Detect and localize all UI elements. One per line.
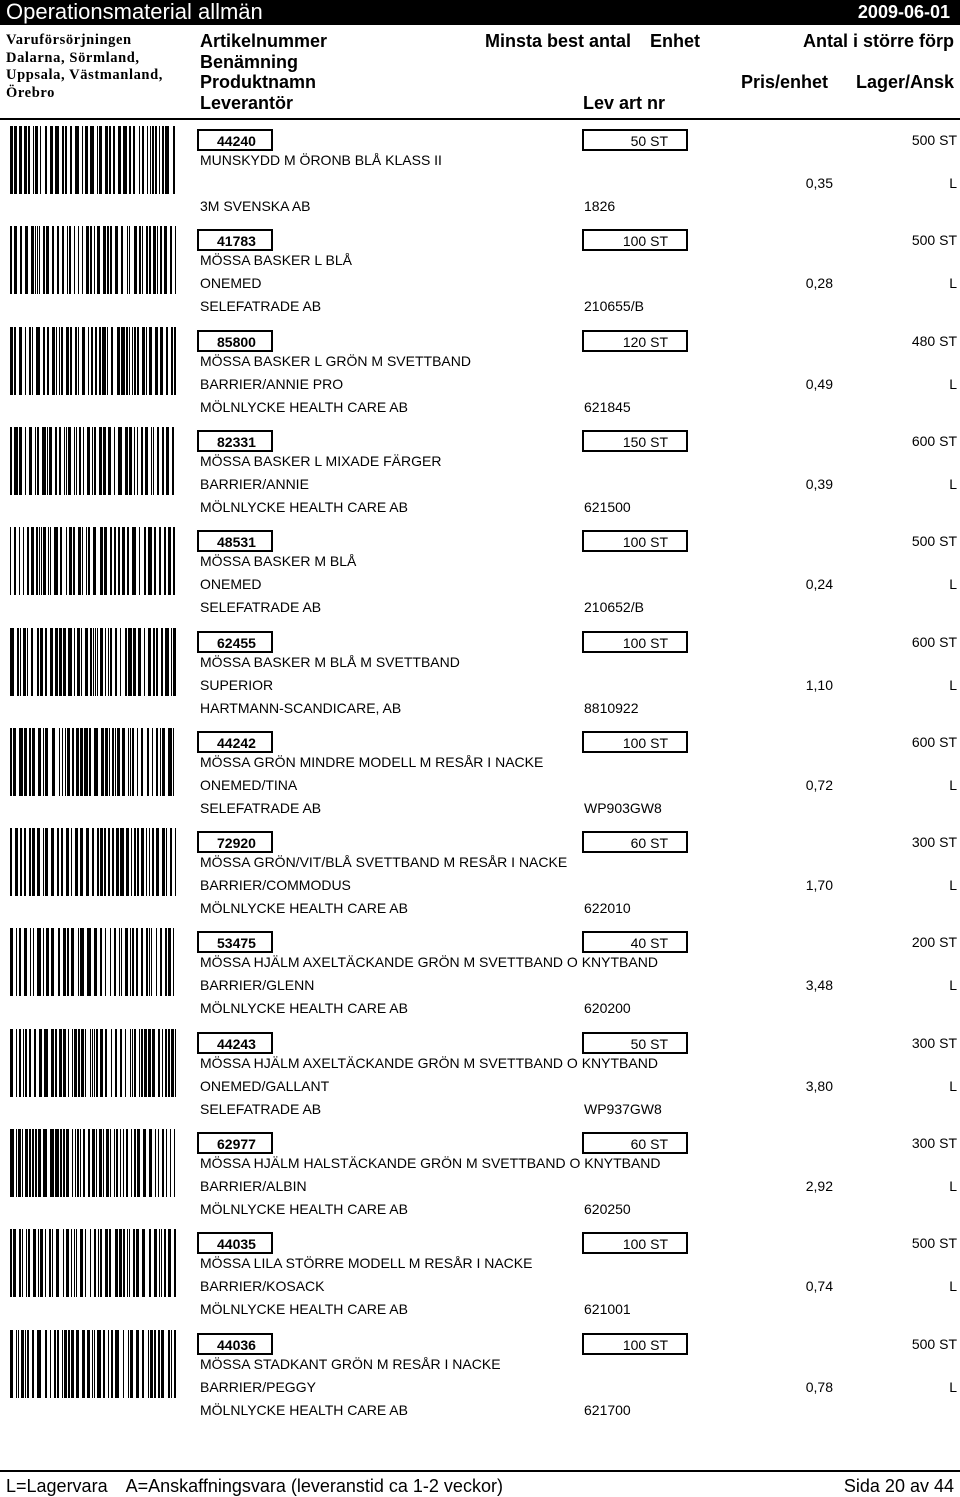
header-divider bbox=[0, 118, 960, 120]
supplier-name: SELEFATRADE AB bbox=[200, 799, 322, 816]
min-order-box bbox=[582, 1032, 688, 1054]
unit-price: 0,39 bbox=[805, 475, 833, 492]
product-row bbox=[0, 728, 960, 828]
article-number: 82331 bbox=[217, 433, 256, 450]
product-row bbox=[0, 327, 960, 427]
product-name: ONEMED/GALLANT bbox=[200, 1077, 330, 1094]
min-order-box bbox=[582, 1232, 688, 1254]
product-row bbox=[0, 928, 960, 1028]
larger-pack-quantity: 500 ST bbox=[911, 1335, 957, 1352]
barcode-image bbox=[10, 126, 176, 194]
article-number: 44036 bbox=[217, 1336, 256, 1353]
article-number-box bbox=[197, 631, 273, 653]
product-row bbox=[0, 1029, 960, 1129]
supplier-name: 3M SVENSKA AB bbox=[200, 198, 311, 214]
unit-price: 1,70 bbox=[805, 877, 833, 894]
org-line: Uppsala, Västmanland, bbox=[6, 67, 163, 83]
document-title: Operationsmaterial allmän bbox=[6, 0, 263, 24]
barcode-image bbox=[10, 1029, 176, 1097]
barcode-image bbox=[10, 728, 176, 796]
article-number: 85800 bbox=[217, 333, 256, 350]
supplier-article-number: 620250 bbox=[584, 1201, 631, 1217]
supplier-article-number: 620200 bbox=[584, 1000, 631, 1017]
min-order-quantity: 100 ST bbox=[622, 534, 668, 551]
product-name: ONEMED/TINA bbox=[200, 776, 298, 793]
supplier-name: MÖLNLYCKE HEALTH CARE AB bbox=[200, 1000, 408, 1017]
unit-price: 1,10 bbox=[805, 676, 833, 693]
legend-procurement-item: A=Anskaffningsvara (leveranstid ca 1-2 veckor) bbox=[125, 1476, 503, 1496]
min-order-box bbox=[582, 330, 688, 352]
product-row bbox=[0, 427, 960, 527]
barcode-image bbox=[10, 527, 176, 595]
supplier-article-number: 621700 bbox=[584, 1401, 631, 1418]
document-date: 2009-06-01 bbox=[857, 2, 950, 22]
stock-type: L bbox=[949, 676, 957, 693]
column-header-stock-type: Lager/Ansk bbox=[855, 72, 954, 92]
unit-price: 0,35 bbox=[805, 175, 833, 191]
product-description: MÖSSA HJÄLM AXELTÄCKANDE GRÖN M SVETTBAND O KNYTBAND bbox=[200, 1054, 658, 1071]
product-description: MÖSSA STADKANT GRÖN M RESÅR I NACKE bbox=[200, 1355, 501, 1372]
article-number: 72920 bbox=[217, 835, 256, 852]
min-order-box bbox=[582, 831, 688, 853]
unit-price: 0,74 bbox=[805, 1278, 833, 1295]
min-order-quantity: 40 ST bbox=[630, 935, 668, 952]
min-order-quantity: 60 ST bbox=[630, 1136, 668, 1152]
barcode-image bbox=[10, 1229, 176, 1297]
min-order-quantity: 120 ST bbox=[622, 333, 668, 350]
supplier-name: HARTMANN-SCANDICARE, AB bbox=[200, 699, 402, 716]
barcode-image bbox=[10, 226, 176, 294]
column-header-article-number: Artikelnummer bbox=[200, 31, 328, 51]
supplier-name: SELEFATRADE AB bbox=[200, 1100, 322, 1117]
stock-type: L bbox=[949, 1077, 957, 1094]
article-number: 44242 bbox=[217, 734, 256, 751]
title-bar bbox=[0, 0, 960, 25]
org-line: Varuförsörjningen bbox=[6, 32, 132, 48]
stock-type: L bbox=[949, 877, 957, 894]
product-description: MÖSSA BASKER L BLÅ bbox=[200, 252, 352, 269]
article-number-box bbox=[197, 931, 273, 953]
min-order-quantity: 100 ST bbox=[622, 634, 668, 651]
supplier-article-number: 210652/B bbox=[584, 599, 644, 616]
min-order-box bbox=[582, 530, 688, 552]
unit-price: 0,28 bbox=[805, 275, 833, 292]
product-name: BARRIER/ANNIE bbox=[200, 475, 309, 492]
column-header-min-order: Minsta best antal bbox=[485, 31, 632, 51]
product-name: BARRIER/ANNIE PRO bbox=[200, 375, 344, 392]
article-number: 41783 bbox=[217, 233, 256, 250]
article-number: 48531 bbox=[217, 534, 256, 551]
article-number-box bbox=[197, 1132, 273, 1154]
supplier-name: MÖLNLYCKE HEALTH CARE AB bbox=[200, 1401, 408, 1418]
supplier-article-number: 210655/B bbox=[584, 298, 644, 315]
barcode-image bbox=[10, 628, 176, 696]
barcode-image bbox=[10, 928, 176, 996]
org-line: Dalarna, Sörmland, bbox=[6, 49, 140, 66]
larger-pack-quantity: 500 ST bbox=[911, 132, 957, 148]
larger-pack-quantity: 600 ST bbox=[911, 432, 957, 449]
supplier-article-number: 8810922 bbox=[584, 699, 639, 716]
article-number-box bbox=[197, 831, 273, 853]
product-name: BARRIER/GLENN bbox=[200, 977, 315, 994]
unit-price: 0,72 bbox=[805, 776, 833, 793]
product-row bbox=[0, 628, 960, 728]
article-number-box bbox=[197, 1333, 273, 1355]
legend bbox=[6, 1476, 517, 1496]
min-order-box bbox=[582, 931, 688, 953]
article-number: 44035 bbox=[217, 1236, 256, 1253]
min-order-quantity: 100 ST bbox=[622, 1336, 668, 1353]
stock-type: L bbox=[949, 776, 957, 793]
min-order-box bbox=[582, 430, 688, 452]
product-row bbox=[0, 126, 960, 226]
larger-pack-quantity: 200 ST bbox=[911, 934, 957, 951]
article-number: 44240 bbox=[217, 133, 256, 149]
stock-type: L bbox=[949, 1278, 957, 1295]
stock-type: L bbox=[949, 576, 957, 593]
unit-price: 2,92 bbox=[805, 1178, 833, 1194]
product-name: SUPERIOR bbox=[200, 676, 274, 693]
product-name: BARRIER/KOSACK bbox=[200, 1278, 325, 1295]
supplier-name: MÖLNLYCKE HEALTH CARE AB bbox=[200, 1301, 408, 1318]
supplier-name: MÖLNLYCKE HEALTH CARE AB bbox=[200, 398, 408, 415]
article-number-box bbox=[197, 430, 273, 452]
product-row bbox=[0, 828, 960, 928]
column-header-supplier-art-no: Lev art nr bbox=[583, 93, 666, 113]
barcode-image bbox=[10, 427, 176, 495]
product-name: BARRIER/ALBIN bbox=[200, 1178, 307, 1194]
larger-pack-quantity: 300 ST bbox=[911, 834, 957, 851]
supplier-name: MÖLNLYCKE HEALTH CARE AB bbox=[200, 900, 408, 917]
min-order-box bbox=[582, 1132, 688, 1154]
product-name: BARRIER/COMMODUS bbox=[200, 877, 351, 894]
column-header-unit: Enhet bbox=[650, 31, 701, 51]
product-description: MÖSSA BASKER M BLÅ bbox=[200, 553, 357, 570]
product-row bbox=[0, 1330, 960, 1430]
barcode-image bbox=[10, 1330, 176, 1398]
product-name: BARRIER/PEGGY bbox=[200, 1378, 316, 1395]
larger-pack-quantity: 600 ST bbox=[911, 633, 957, 650]
min-order-box bbox=[582, 129, 688, 151]
article-number: 62977 bbox=[217, 1136, 256, 1152]
min-order-quantity: 150 ST bbox=[622, 433, 668, 450]
organization-block bbox=[6, 32, 196, 102]
product-name: ONEMED bbox=[200, 576, 262, 593]
min-order-box bbox=[582, 1333, 688, 1355]
article-number-box bbox=[197, 530, 273, 552]
footer-divider bbox=[0, 1470, 960, 1472]
min-order-quantity: 100 ST bbox=[622, 1236, 668, 1253]
barcode-image bbox=[10, 327, 176, 395]
min-order-quantity: 100 ST bbox=[622, 233, 668, 250]
stock-type: L bbox=[949, 1378, 957, 1395]
product-name: ONEMED bbox=[200, 275, 262, 292]
larger-pack-quantity: 480 ST bbox=[911, 332, 957, 349]
unit-price: 3,48 bbox=[805, 977, 833, 994]
supplier-article-number: 1826 bbox=[584, 198, 616, 214]
product-description: MÖSSA BASKER L MIXADE FÄRGER bbox=[200, 452, 442, 469]
larger-pack-quantity: 500 ST bbox=[911, 232, 957, 249]
page-number: Sida 20 av 44 bbox=[843, 1476, 954, 1496]
supplier-article-number: 621845 bbox=[584, 398, 631, 415]
unit-price: 3,80 bbox=[805, 1077, 833, 1094]
product-description: MÖSSA BASKER M BLÅ M SVETTBAND bbox=[200, 653, 460, 670]
stock-type: L bbox=[949, 175, 957, 191]
supplier-article-number: 622010 bbox=[584, 900, 631, 917]
product-description: MÖSSA GRÖN MINDRE MODELL M RESÅR I NACKE bbox=[200, 753, 544, 770]
product-description: MÖSSA HJÄLM HALSTÄCKANDE GRÖN M SVETTBAND O KNYTBAND bbox=[200, 1155, 661, 1171]
min-order-box bbox=[582, 731, 688, 753]
org-line: Örebro bbox=[6, 84, 55, 101]
column-header-larger-pack: Antal i större förp bbox=[802, 31, 954, 51]
larger-pack-quantity: 600 ST bbox=[911, 733, 957, 750]
product-description: MUNSKYDD M ÖRONB BLÅ KLASS II bbox=[200, 152, 442, 168]
min-order-quantity: 50 ST bbox=[630, 133, 668, 149]
supplier-name: SELEFATRADE AB bbox=[200, 599, 322, 616]
min-order-box bbox=[582, 229, 688, 251]
larger-pack-quantity: 500 ST bbox=[911, 533, 957, 550]
min-order-quantity: 60 ST bbox=[630, 835, 668, 852]
supplier-article-number: WP903GW8 bbox=[584, 799, 662, 816]
column-header-supplier: Leverantör bbox=[200, 93, 294, 113]
unit-price: 0,24 bbox=[805, 576, 833, 593]
product-description: MÖSSA BASKER L GRÖN M SVETTBAND bbox=[200, 352, 471, 369]
supplier-article-number: WP937GW8 bbox=[584, 1100, 662, 1117]
legend-stock-item: L=Lagervara bbox=[6, 1476, 108, 1496]
unit-price: 0,78 bbox=[805, 1378, 833, 1395]
product-description: MÖSSA HJÄLM AXELTÄCKANDE GRÖN M SVETTBAND O KNYTBAND bbox=[200, 954, 658, 971]
column-header-unit-price: Pris/enhet bbox=[741, 72, 829, 92]
min-order-box bbox=[582, 631, 688, 653]
larger-pack-quantity: 300 ST bbox=[911, 1135, 957, 1151]
product-description: MÖSSA GRÖN/VIT/BLÅ SVETTBAND M RESÅR I NACKE bbox=[200, 854, 568, 871]
stock-type: L bbox=[949, 375, 957, 392]
article-number: 62455 bbox=[217, 634, 256, 651]
article-number-box bbox=[197, 731, 273, 753]
supplier-article-number: 621500 bbox=[584, 498, 631, 515]
larger-pack-quantity: 500 ST bbox=[911, 1235, 957, 1252]
product-row bbox=[0, 1229, 960, 1329]
stock-type: L bbox=[949, 1178, 957, 1194]
larger-pack-quantity: 300 ST bbox=[911, 1034, 957, 1051]
article-number-box bbox=[197, 129, 273, 151]
stock-type: L bbox=[949, 275, 957, 292]
article-number-box bbox=[197, 1032, 273, 1054]
article-number: 53475 bbox=[217, 935, 256, 952]
supplier-name: SELEFATRADE AB bbox=[200, 298, 322, 315]
unit-price: 0,49 bbox=[805, 375, 833, 392]
barcode-image bbox=[10, 828, 176, 896]
barcode-image bbox=[10, 1129, 176, 1197]
supplier-article-number: 621001 bbox=[584, 1301, 631, 1318]
stock-type: L bbox=[949, 475, 957, 492]
article-number-box bbox=[197, 1232, 273, 1254]
column-header-description: Benämning bbox=[200, 52, 299, 72]
article-number-box bbox=[197, 330, 273, 352]
article-number: 44243 bbox=[217, 1035, 256, 1052]
stock-type: L bbox=[949, 977, 957, 994]
column-header-product-name: Produktnamn bbox=[200, 72, 317, 92]
product-row bbox=[0, 527, 960, 627]
product-description: MÖSSA LILA STÖRRE MODELL M RESÅR I NACKE bbox=[200, 1255, 533, 1272]
min-order-quantity: 50 ST bbox=[630, 1035, 668, 1052]
product-row bbox=[0, 1129, 960, 1229]
article-number-box bbox=[197, 229, 273, 251]
product-row bbox=[0, 226, 960, 326]
supplier-name: MÖLNLYCKE HEALTH CARE AB bbox=[200, 1201, 408, 1217]
supplier-name: MÖLNLYCKE HEALTH CARE AB bbox=[200, 498, 408, 515]
min-order-quantity: 100 ST bbox=[622, 734, 668, 751]
